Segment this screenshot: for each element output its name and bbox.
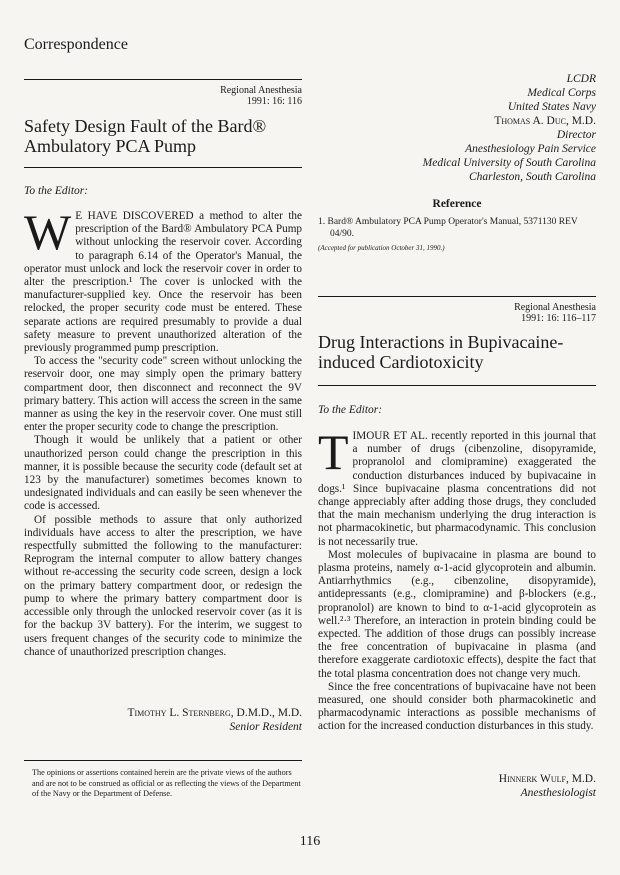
title-line: Drug Interactions in Bupivacaine- xyxy=(318,332,564,352)
title-line: induced Cardiotoxicity xyxy=(318,352,484,372)
author-name: Thomas A. Duc, M.D. xyxy=(494,115,596,127)
paragraph: Since the free concentrations of bupivacaine have not been measured, one should consider both pharmacokinetic and pharmacodynamic interactions as possible mechanisms of action for the increased conduction disturbances in this study. xyxy=(318,680,596,733)
drop-cap: T xyxy=(318,424,349,480)
divider xyxy=(24,760,302,761)
sig-line: LCDR xyxy=(566,73,596,85)
citation-volume: 1991: 16: 116–117 xyxy=(521,313,596,324)
paragraph xyxy=(24,204,302,355)
citation-journal: Regional Anesthesia xyxy=(514,302,596,313)
reference-heading: Reference xyxy=(432,198,482,210)
sig-line: United States Navy xyxy=(507,101,596,113)
title-line: Safety Design Fault of the Bard® xyxy=(24,116,267,136)
reference-item: 1. Bard® Ambulatory PCA Pump Operator's Manual, 5371130 REV 04/90. xyxy=(318,217,578,239)
paragraph: Though it would be unlikely that a patient or other unauthorized person could change the prescription in this manner, it is possible because the security code (default set at 123 by the manufacturer) sometimes becomes known to undesignated individuals and can easily be seen whenever the code is accessed. xyxy=(24,434,302,513)
paragraph: To access the "security code" screen without unlocking the reservoir door, one may simply open the primary battery compartment door, then disconnect and reconnect the 9V primary battery. This action will access the screen in the same manner as using the key in the reservoir cover. One must still enter the proper security code to change the prescription. xyxy=(24,355,302,434)
sig-line: Medical Corps xyxy=(527,87,596,99)
sig-line: Director xyxy=(556,129,596,141)
paragraph xyxy=(318,424,596,549)
footnote: The opinions or assertions contained herein are the private views of the authors and are not to be construed as official or as reflecting the views of the Department of the Navy or the Department of Defense. xyxy=(32,768,301,798)
author-title: Senior Resident xyxy=(229,721,302,733)
author-name: Timothy L. Sternberg, D.M.D., M.D. xyxy=(127,707,302,719)
sig-line: Medical University of South Carolina xyxy=(422,157,596,169)
paragraph-text: IMOUR ET AL. recently reported in this journal that a number of drugs (cibenzoline, disopyramide, propranolol and clomipramine) exaggerated the conduction disturbances induced by bupivacaine in dogs.¹ Since bupivacaine plasma concentrations did not change appreciably after adding those drugs, they concluded that the main mechanism underlying the drug interaction is not pharmacokinetic, but pharmacodynamic. This conclusion is not necessarily true. xyxy=(318,430,596,548)
article-body xyxy=(24,204,302,659)
signature xyxy=(318,772,596,800)
author-title: Anesthesiologist xyxy=(520,787,596,799)
citation xyxy=(318,302,596,324)
article-title xyxy=(24,116,309,156)
divider xyxy=(318,385,596,386)
title-line: Ambulatory PCA Pump xyxy=(24,136,197,156)
divider xyxy=(24,79,302,80)
divider xyxy=(24,167,302,168)
sig-line: Anesthesiology Pain Service xyxy=(465,143,596,155)
paragraph: Of possible methods to assure that only authorized individuals have access to alter the prescription, we have respectfully submitted the following to the manufacturer: Reprogram the internal computer to allow battery changes without re-accessing the security code screen, design a lock on the primary battery compartment door, or redesign the pump to where the primary battery compartment door is accessible only through the unlocked reservoir cover (as it is for the backup 3V battery). For the interim, we suggest to users frequent changes of the security code to minimize the chance of unauthorized prescription changes. xyxy=(24,513,302,658)
drop-cap: W xyxy=(24,204,72,260)
accepted-note: (Accepted for publication October 31, 1990.) xyxy=(318,244,445,252)
divider xyxy=(318,296,596,297)
citation-journal: Regional Anesthesia xyxy=(220,85,302,96)
section-header: Correspondence xyxy=(24,36,128,53)
article-title xyxy=(318,332,603,372)
paragraph-text: E HAVE DISCOVERED a method to alter the prescription of the Bard® Ambulatory PCA Pump without unlocking the reservoir cover. According to paragraph 6.14 of the Operator's Manual, the operator must unlock and lock the reservoir cover in order to alter the prescription.¹ The cover is unlocked with the manufacturer-supplied key. Once the reservoir has been relocked, the proper security code must be entered. These separate actions are required presumably to provide a dual safety measure to prevent unauthorized alteration of the previously programmed pump prescription. xyxy=(24,210,302,355)
salutation: To the Editor: xyxy=(24,185,89,197)
paragraph: Most molecules of bupivacaine in plasma are bound to plasma proteins, namely α-1-acid glycoprotein and albumin. Antiarrhythmics (e.g., cibenzoline, disopyramide), antidepressants (e.g., clomipramine) and β-blockers (e.g., propranolol) are known to bind to α-1-acid glycoprotein as well.²·³ Therefore, an interaction in protein binding could be expected. The addition of those drugs can possibly increase the free concentration of bupivacaine in plasma (and therefore exaggerate cardiotoxic effects), despite the fact that the total plasma concentration does not change very much. xyxy=(318,548,596,680)
sig-line: Charleston, South Carolina xyxy=(468,171,596,183)
signature xyxy=(24,706,302,734)
salutation: To the Editor: xyxy=(318,404,383,416)
citation xyxy=(24,85,302,107)
page-number: 116 xyxy=(299,834,321,849)
citation-volume: 1991: 16: 116 xyxy=(246,96,302,107)
author-name: Hinnerk Wulf, M.D. xyxy=(498,773,596,785)
signature-block xyxy=(318,72,596,184)
article-body xyxy=(318,424,596,734)
